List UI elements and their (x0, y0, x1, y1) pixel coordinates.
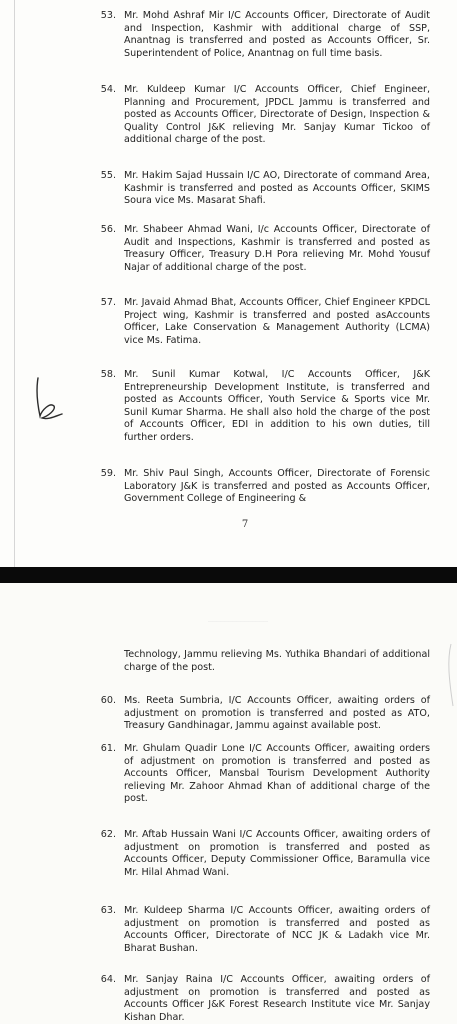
item-text: Mr. Kuldeep Kumar I/C Accounts Officer, Chief Engineer, Planning and Procurement, JPDCL Jammu is transferred and posted as Accounts Officer, Directorate of Design, Inspection & Quality Control J&K relieving Mr. Sanjay Kumar Tickoo of additional charge of the post. (124, 84, 430, 146)
item-number: 55. (100, 170, 116, 181)
continuation-text: Technology, Jammu relieving Ms. Yuthika Bhandari of additional charge of the post. (124, 649, 430, 673)
item-text: Mr. Shiv Paul Singh, Accounts Officer, Directorate of Forensic Laboratory J&K is transferred and posted as Accounts Officer, Government College of Engineering & (124, 468, 430, 505)
item-text: Mr. Sanjay Raina I/C Accounts Officer, awaiting orders of adjustment on promotion is transferred and posted as Accounts Officer J&K Forest Research Institute vice Mr. Sanjay Kishan Dhar. (124, 974, 430, 1023)
document-page-bottom (0, 583, 457, 1024)
page-edge-line (14, 0, 15, 567)
item-number: 56. (100, 224, 116, 235)
item-text: Mr. Sunil Kumar Kotwal, I/C Accounts Officer, J&K Entrepreneurship Development Institute, is transferred and posted as Accounts Officer, Youth Service & Sports vice Mr. Sunil Kumar Sharma. He shall also hold the charge of the post of Accounts Officer, EDI in addition to his own duties, till further orders. (124, 369, 430, 443)
item-number: 63. (100, 905, 116, 916)
item-text: Mr. Hakim Sajad Hussain I/C AO, Directorate of command Area, Kashmir is transferred and posted as Accounts Officer, SKIMS Soura vice Ms. Masarat Shafi. (124, 170, 430, 207)
item-number: 62. (100, 829, 116, 840)
item-number: 54. (100, 84, 116, 95)
item-number: 64. (100, 974, 116, 985)
item-text: Mr. Mohd Ashraf Mir I/C Accounts Officer, Directorate of Audit and Inspection, Kashmir with additional charge of SSP, Anantnag is transferred and posted as Accounts Officer, Sr. Superintendent of Police, Anantnag on full time basis. (124, 10, 430, 59)
item-text: Mr. Ghulam Quadir Lone I/C Accounts Officer, awaiting orders of adjustment on promotion is transferred and posted as Accounts Officer, Mansbal Tourism Development Authority relieving Mr. Zahoor Ahmad Khan of additional charge of the post. (124, 743, 430, 805)
item-number: 58. (100, 369, 116, 380)
handwritten-initial-mark (30, 372, 64, 424)
item-number: 53. (100, 10, 116, 21)
item-text: Mr. Shabeer Ahmad Wani, I/c Accounts Officer, Directorate of Audit and Inspections, Kashmir is transferred and posted as Treasury Officer, Treasury D.H Pora relieving Mr. Mohd Yousuf Najar of additional charge of the post. (124, 224, 430, 273)
page-separator-bar (0, 567, 457, 583)
page-number: 7 (241, 519, 249, 530)
item-text: Mr. Kuldeep Sharma I/C Accounts Officer, awaiting orders of adjustment on promotion is transferred and posted as Accounts Officer, Directorate of NCC JK & Ladakh vice Mr. Bharat Bushan. (124, 905, 430, 954)
bleed-through-mark (208, 614, 268, 628)
item-number: 60. (100, 695, 116, 706)
item-number: 57. (100, 297, 116, 308)
edge-shadow-mark (437, 640, 457, 710)
item-text: Mr. Aftab Hussain Wani I/C Accounts Officer, awaiting orders of adjustment on promotion is transferred and posted as Accounts Officer, Deputy Commissioner Office, Baramulla vice Mr. Hilal Ahmad Wani. (124, 829, 430, 878)
item-text: Ms. Reeta Sumbria, I/C Accounts Officer, awaiting orders of adjustment on promotion is transferred and posted as ATO, Treasury Gandhinagar, Jammu against available post. (124, 695, 430, 732)
item-text: Mr. Javaid Ahmad Bhat, Accounts Officer, Chief Engineer KPDCL Project wing, Kashmir is transferred and posted asAccounts Officer, Lake Conservation & Management Authority (LCMA) vice Ms. Fatima. (124, 297, 430, 346)
item-number: 59. (100, 468, 116, 479)
item-number: 61. (100, 743, 116, 754)
